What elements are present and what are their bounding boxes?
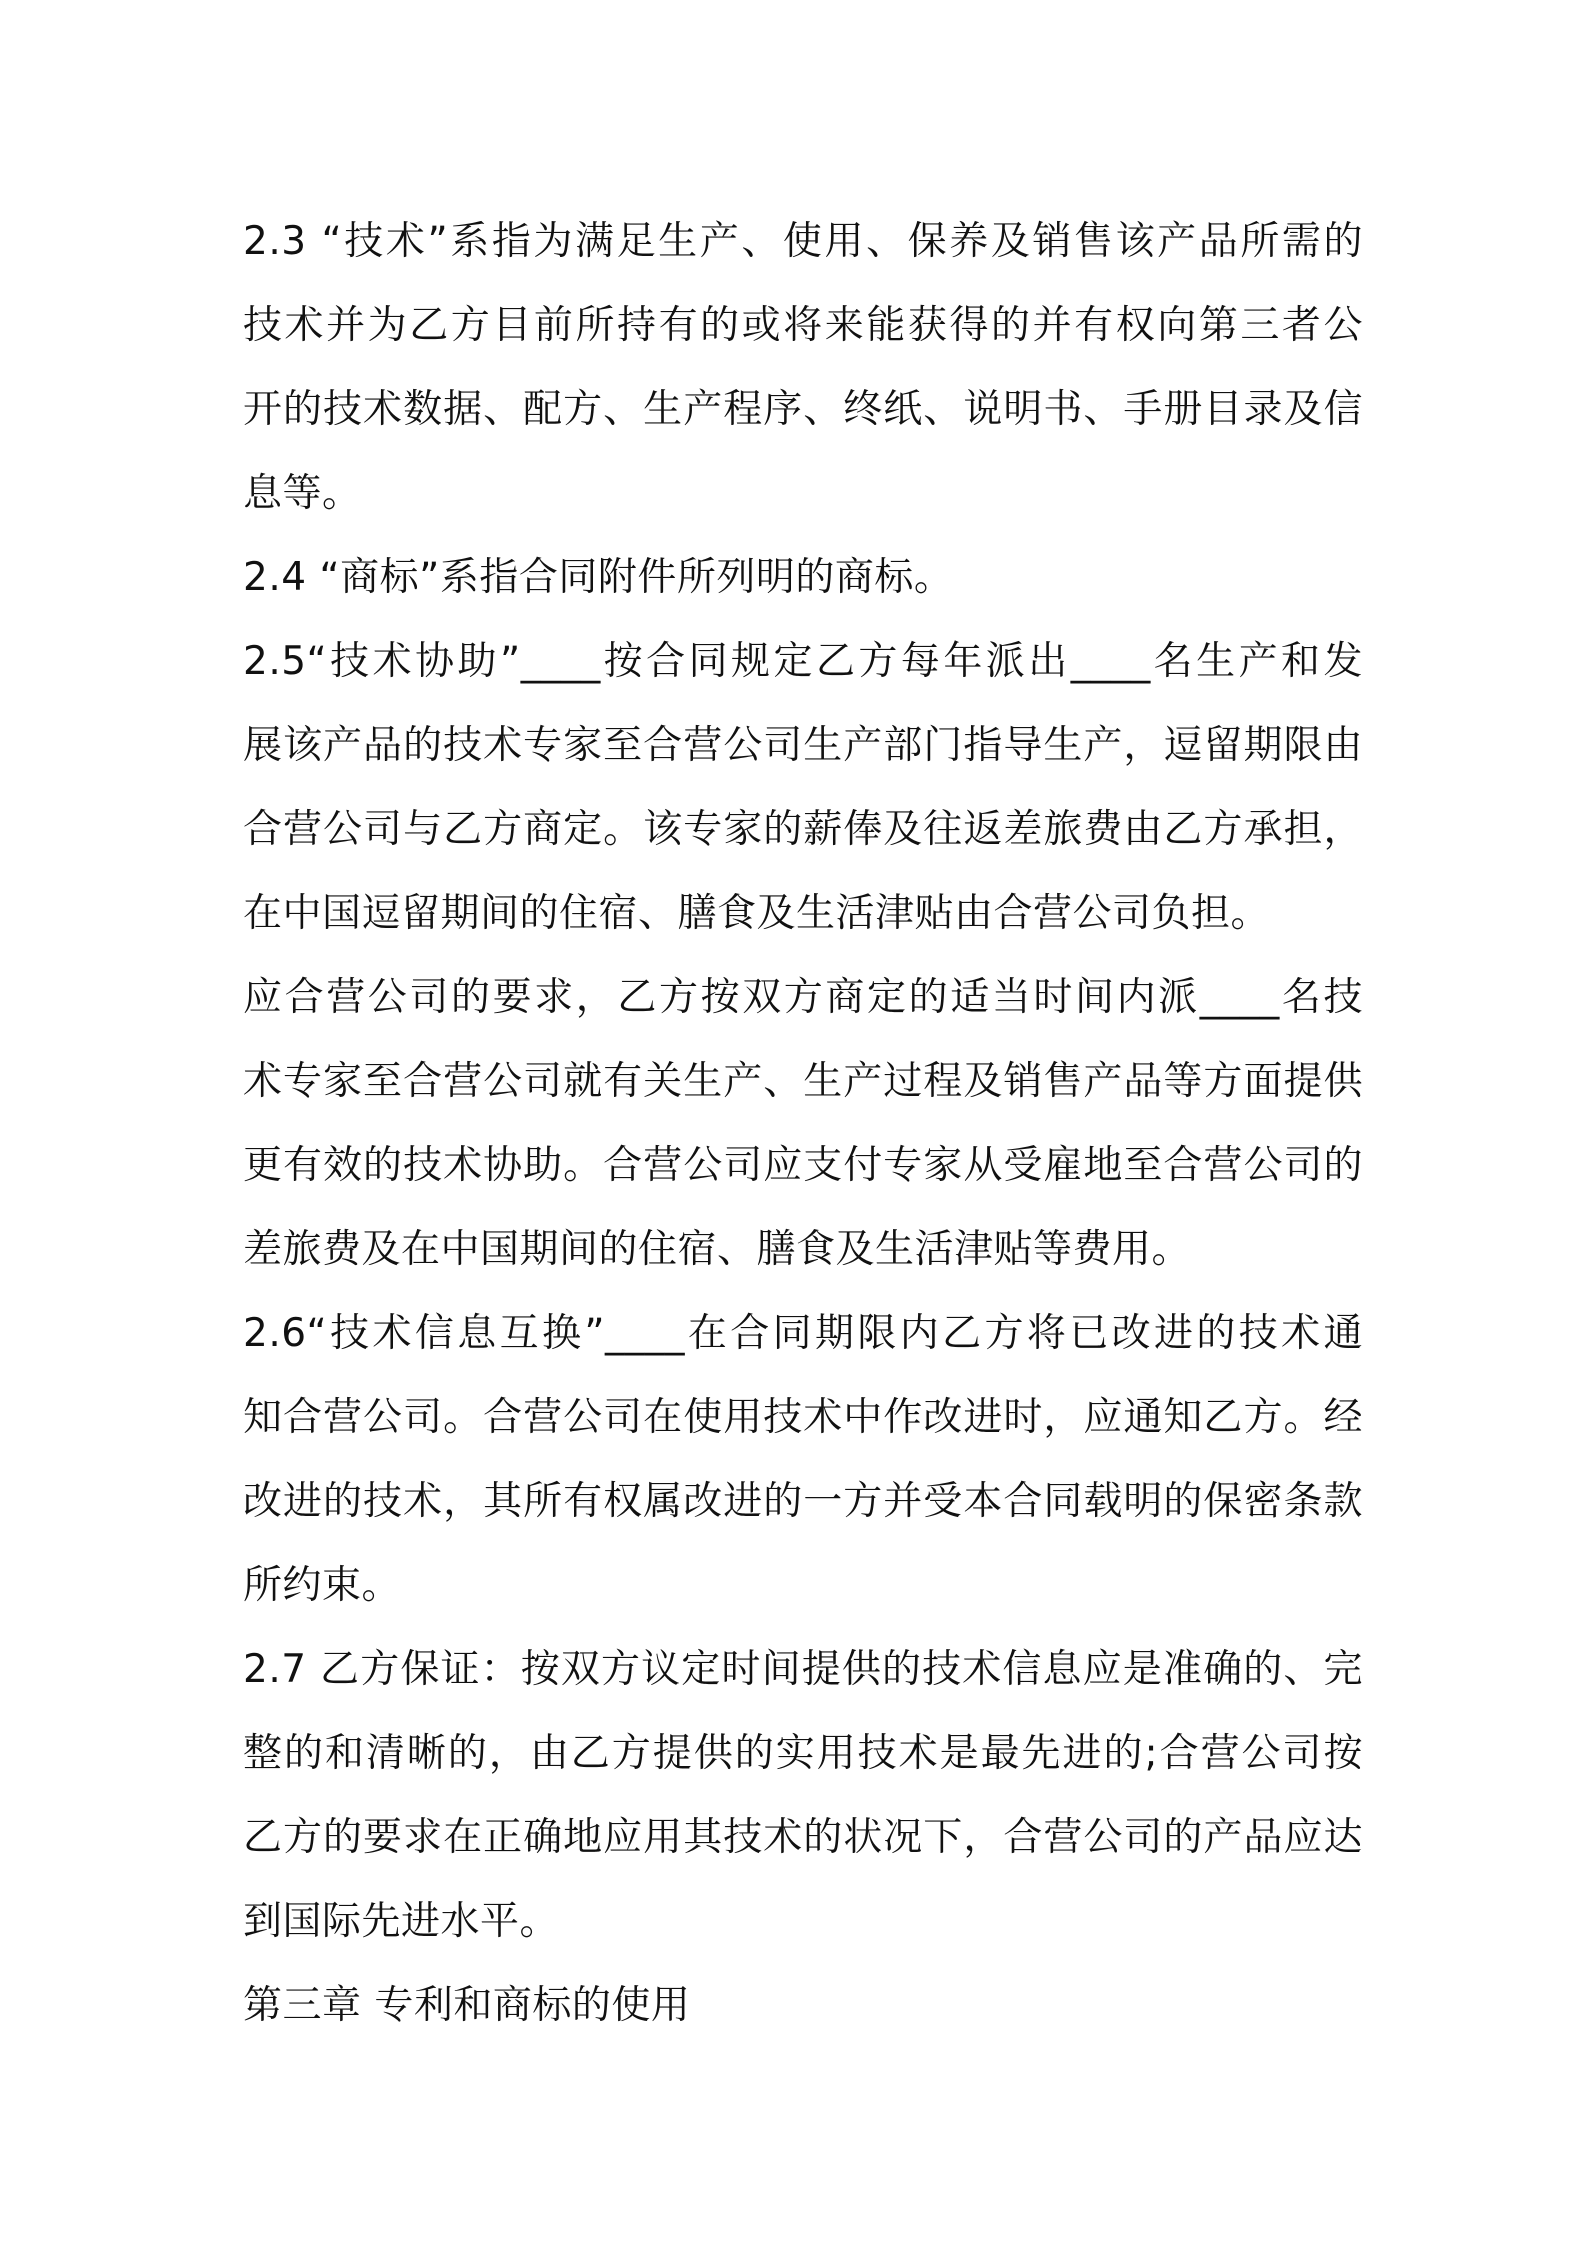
- text-line: 差旅费及在中国期间的住宿、膳食及生活津贴等费用。: [243, 1227, 1192, 1272]
- clause-2-4-line: 2.4 “商标”系指合同附件所列明的商标。: [243, 555, 954, 600]
- text-line: 技术并为乙方目前所持有的或将来能获得的并有权向第三者公: [243, 303, 1363, 348]
- text-line: 所约束。: [243, 1563, 402, 1608]
- text-line: 应合营公司的要求，乙方按双方商定的适当时间内派____名技: [243, 975, 1363, 1020]
- text-line: 2.6“技术信息互换”____在合同期限内乙方将已改进的技术通: [243, 1311, 1363, 1356]
- text-line: 合营公司与乙方商定。该专家的薪俸及往返差旅费由乙方承担，: [243, 807, 1363, 852]
- text-line: 乙方的要求在正确地应用其技术的状况下，合营公司的产品应达: [243, 1815, 1363, 1860]
- text-line: 展该产品的技术专家至合营公司生产部门指导生产，逗留期限由: [243, 723, 1363, 768]
- text-line: 到国际先进水平。: [243, 1899, 560, 1944]
- text-line: 息等。: [243, 471, 362, 516]
- document-body: [243, 200, 1363, 2048]
- text-line: 知合营公司。合营公司在使用技术中作改进时，应通知乙方。经: [243, 1395, 1363, 1440]
- text-line: 更有效的技术协助。合营公司应支付专家从受雇地至合营公司的: [243, 1143, 1363, 1188]
- text-line: 改进的技术，其所有权属改进的一方并受本合同载明的保密条款: [243, 1479, 1363, 1524]
- text-line: 开的技术数据、配方、生产程序、终纸、说明书、手册目录及信: [243, 387, 1363, 432]
- text-line: 在中国逗留期间的住宿、膳食及生活津贴由合营公司负担。: [243, 891, 1271, 936]
- chapter-heading: 第三章 专利和商标的使用: [243, 1983, 691, 2028]
- text-line: 术专家至合营公司就有关生产、生产过程及销售产品等方面提供: [243, 1059, 1363, 1104]
- text-line: 2.5“技术协助”____按合同规定乙方每年派出____名生产和发: [243, 639, 1363, 684]
- text-line: 整的和清晰的，由乙方提供的实用技术是最先进的;合营公司按: [243, 1731, 1363, 1776]
- text-line: 2.3 “技术”系指为满足生产、使用、保养及销售该产品所需的: [243, 219, 1363, 264]
- text-line: 2.7 乙方保证：按双方议定时间提供的技术信息应是准确的、完: [243, 1647, 1363, 1692]
